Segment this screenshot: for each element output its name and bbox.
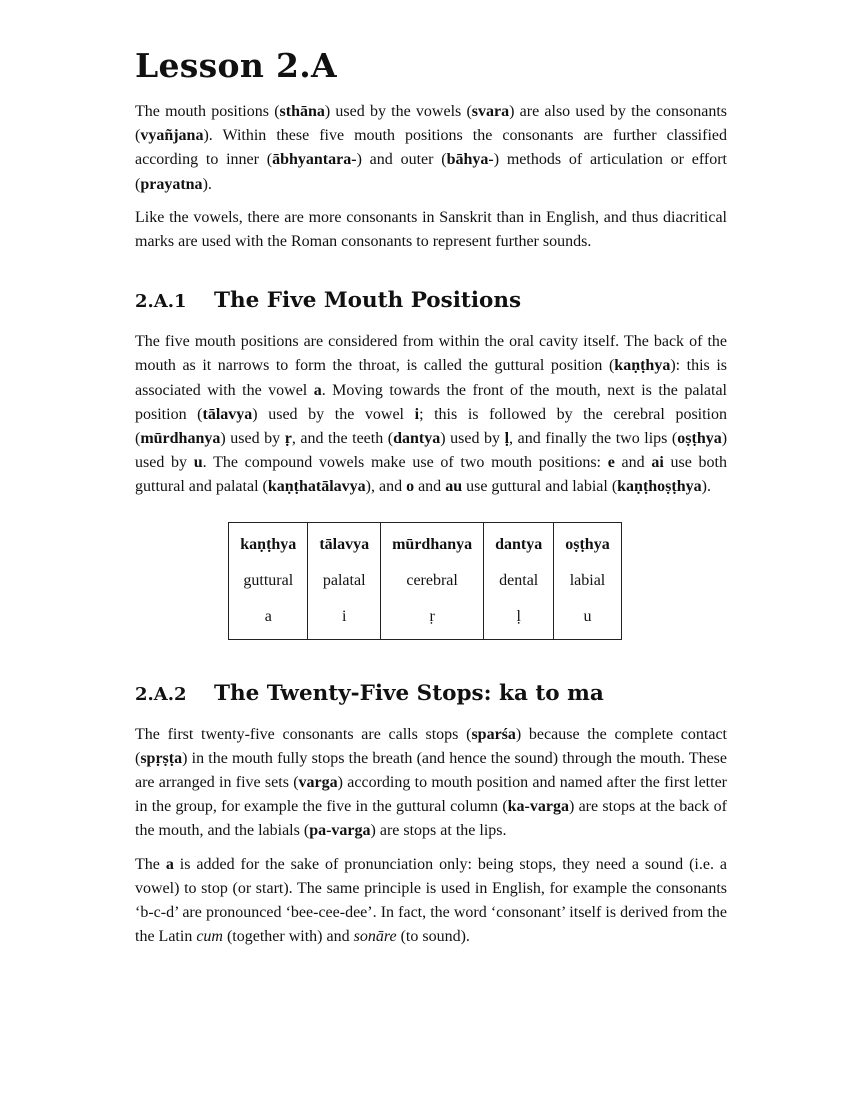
section-heading-mouth-positions [135,287,727,316]
bold-term: svara [471,103,510,120]
text-run: The first twenty-five consonants are calls stops ( [135,725,472,743]
bold-term: kaṇṭhatālavya [267,478,366,496]
bold-term: mūrdhanya [140,430,221,448]
table-cell: u [554,599,621,640]
table-cell: oṣṭhya [554,522,621,563]
bold-term: a [313,381,322,399]
text-run: The five mouth positions are considered from within the oral cavity itself. The back of the mouth as it narrows to form the throat, is called the guttural position ( [135,333,727,375]
intro-paragraph-2 [135,206,727,254]
text-run: and [614,454,652,472]
bold-term: ṛ [284,430,292,448]
text-run: ), and [365,478,407,496]
bold-term: varga [298,774,338,792]
table-row-vowels [229,599,621,640]
bold-term: ka-varga [507,798,569,816]
text-run: and [414,478,446,496]
bold-term: sparśa [471,725,516,743]
bold-term: bāhya- [446,151,494,169]
text-run: ): this is associated with the vowel [135,357,727,399]
table-cell: cerebral [381,563,484,599]
text-run: ) used by [220,430,285,448]
text-run: ) are also used by the consonants ( [135,103,727,145]
text-run: ) are stops at the back of the mouth, and the labials ( [135,798,727,840]
text-run: ) used by [440,430,505,448]
bold-term: i [414,405,420,423]
text-run: , and finally the two lips ( [509,430,678,448]
section-number: 2.A.1 [135,291,187,313]
text-run: Like the vowels, there are more consonants in Sanskrit than in English, and thus diacritical marks are used with the Roman consonants to represent further sounds. [135,208,727,251]
table-cell: dental [484,563,554,599]
bold-term: vyañjana [140,127,204,145]
bold-term: spṛṣṭa [140,749,183,767]
bold-term: sthāna [279,103,325,120]
mouth-positions-paragraph [135,330,727,499]
text-run: use both guttural and palatal ( [135,454,727,496]
text-run: ) methods of articulation or effort ( [135,151,727,193]
text-run: , and the teeth ( [291,430,394,448]
text-run: ) are stops at the lips. [370,822,507,840]
text-run: ) in the mouth fully stops the breath (and hence the sound) through the mouth. These are arranged in five sets ( [135,749,727,792]
table-row-english [229,563,621,599]
text-run: ; this is followed by the cerebral position ( [135,405,728,448]
table-cell: ḷ [484,599,554,640]
text-run: . The compound vowels make use of two mouth positions: [202,454,608,472]
text-run: ) because the complete contact ( [135,725,728,767]
italic-term: sonāre [353,928,397,946]
lesson-title: Lesson 2.A [135,46,337,85]
bold-term: dantya [393,430,441,448]
text-run: ). [202,175,212,193]
text-run: ) used by the vowel [252,405,415,423]
bold-term: kaṇṭhya [614,357,671,375]
text-run: (together with) and [222,928,354,946]
table-cell: guttural [229,563,308,599]
text-run: ). [701,478,711,496]
bold-term: ai [651,454,664,472]
bold-term: ābhyantara- [272,151,357,169]
text-run: The [135,855,166,873]
table-cell: mūrdhanya [381,522,484,563]
mouth-positions-table [228,522,621,640]
text-run: ) used by [135,430,728,472]
stops-paragraph-2 [135,853,727,950]
text-run: ). Within these five mouth positions the consonants are further classified according to inner ( [135,127,727,169]
section-title: The Twenty-Five Stops: ka to ma [214,680,604,706]
text-run: use guttural and labial ( [462,478,618,496]
text-run: ) used by the vowels ( [324,103,472,120]
section-title: The Five Mouth Positions [214,288,522,314]
table-cell: palatal [308,563,381,599]
table-cell: tālavya [308,522,381,563]
intro-paragraph-1 [135,100,727,197]
table-cell: kaṇṭhya [229,522,308,563]
stops-paragraph-1 [135,723,727,844]
text-run: ) according to mouth position and named after the first letter in the group, for example the five in the guttural column ( [135,774,728,816]
bold-term: u [193,454,203,472]
table-cell: dantya [484,522,554,563]
bold-term: e [607,454,615,472]
bold-term: pa-varga [309,822,371,840]
bold-term: au [445,478,463,496]
text-run: ) and outer ( [356,151,447,169]
table-cell: labial [554,563,621,599]
text-run: . Moving towards the front of the mouth, next is the palatal position ( [135,381,728,423]
italic-term: cum [196,928,223,946]
table-cell: a [229,599,308,640]
bold-term: tālavya [202,405,253,423]
bold-term: kaṇṭhoṣṭhya [617,478,702,496]
bold-term: ḷ [504,430,510,448]
bold-term: prayatna [140,175,203,193]
section-heading-stops [135,680,727,709]
section-number: 2.A.2 [135,683,187,705]
table-cell: ṛ [381,599,484,640]
table-cell: i [308,599,381,640]
bold-term: oṣṭhya [677,430,722,448]
bold-term: o [406,478,415,496]
bold-term: a [165,855,174,873]
document-page [135,46,727,958]
text-run: (to sound). [396,928,470,946]
text-run: The mouth positions ( [135,103,280,120]
text-run: is added for the sake of pronunciation only: being stops, they need a sound (i.e. a vowel) to stop (or start). The same principle is used in English, for example the consonants ‘b-c-d’ are pronounced ‘bee-cee-dee’. In fact, the word ‘consonant’ itself is derived from the the Latin [135,855,728,946]
table-row-sanskrit [229,522,621,563]
